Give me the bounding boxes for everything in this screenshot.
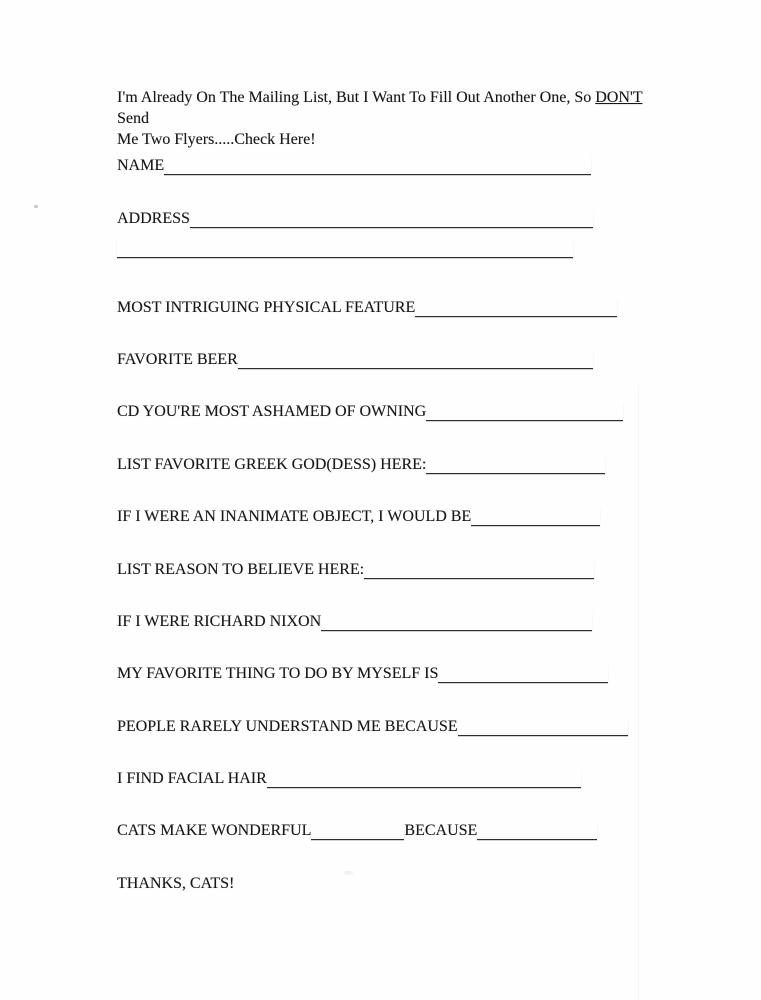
form-field-row-physical-feature: [117, 299, 617, 317]
field-label: IF I WERE RICHARD NIXON: [117, 613, 322, 630]
field-label: MY FAVORITE THING TO DO BY MYSELF IS: [117, 665, 439, 682]
field-label: LIST REASON TO BELIEVE HERE:: [117, 561, 365, 578]
form-field-row-favorite-thing: [117, 665, 608, 683]
closing-text: THANKS, CATS!: [117, 875, 235, 892]
field-label: BECAUSE: [404, 822, 478, 839]
blank-line: [364, 561, 594, 579]
intro-emphasized-word: DON'T: [595, 89, 643, 106]
field-label: LIST FAVORITE GREEK GOD(DESS) HERE:: [117, 456, 427, 473]
form-field-row-address: [117, 210, 593, 228]
form-field-row-richard-nixon: [117, 613, 592, 631]
blank-line: [190, 210, 593, 228]
field-label: NAME: [117, 157, 165, 174]
form-field-row-inanimate-object: [117, 508, 600, 526]
blank-line: [415, 299, 617, 317]
field-label: PEOPLE RARELY UNDERSTAND ME BECAUSE: [117, 718, 458, 735]
field-label: I FIND FACIAL HAIR: [117, 770, 267, 787]
field-label: CD YOU'RE MOST ASHAMED OF OWNING: [117, 403, 427, 420]
blank-line: [321, 613, 592, 631]
form-field-row-name: [117, 157, 591, 175]
blank-line: [311, 822, 404, 840]
intro-line2: Me Two Flyers.....Check Here!: [117, 131, 316, 148]
scan-smudge: [344, 871, 353, 875]
form-field-row-rarely-understand: [117, 718, 628, 736]
scan-speck: [34, 205, 38, 208]
blank-line: [267, 770, 581, 788]
blank-line: [164, 157, 591, 175]
field-label: CATS MAKE WONDERFUL: [117, 822, 312, 839]
blank-line: [426, 403, 623, 421]
form-field-row-favorite-beer: [117, 351, 593, 369]
field-label: FAVORITE BEER: [117, 351, 238, 368]
form-field-row-facial-hair: [117, 770, 581, 788]
intro-line1-part1: I'm Already On The Mailing List, But I Want To Fill Out Another One, So: [117, 89, 596, 106]
form-field-row-cats-make-wonderful: [117, 822, 597, 840]
form-field-row-reason-to-believe: [117, 561, 594, 579]
blank-line: [426, 456, 605, 474]
blank-line: [438, 665, 608, 683]
blank-line: [477, 822, 597, 840]
form-field-row-greek-god: [117, 456, 605, 474]
form-field-row-address-continued: [117, 240, 573, 258]
blank-line: [117, 240, 573, 258]
blank-line: [458, 718, 628, 736]
form-intro-text: [117, 87, 673, 150]
field-label: MOST INTRIGUING PHYSICAL FEATURE: [117, 299, 416, 316]
blank-line: [238, 351, 593, 369]
field-label: ADDRESS: [117, 210, 190, 227]
form-field-row-ashamed-cd: [117, 403, 623, 421]
field-label: IF I WERE AN INANIMATE OBJECT, I WOULD BE: [117, 508, 472, 525]
blank-line: [471, 508, 600, 526]
scan-streak: [638, 385, 639, 1000]
intro-line1-part2: Send: [117, 110, 149, 127]
